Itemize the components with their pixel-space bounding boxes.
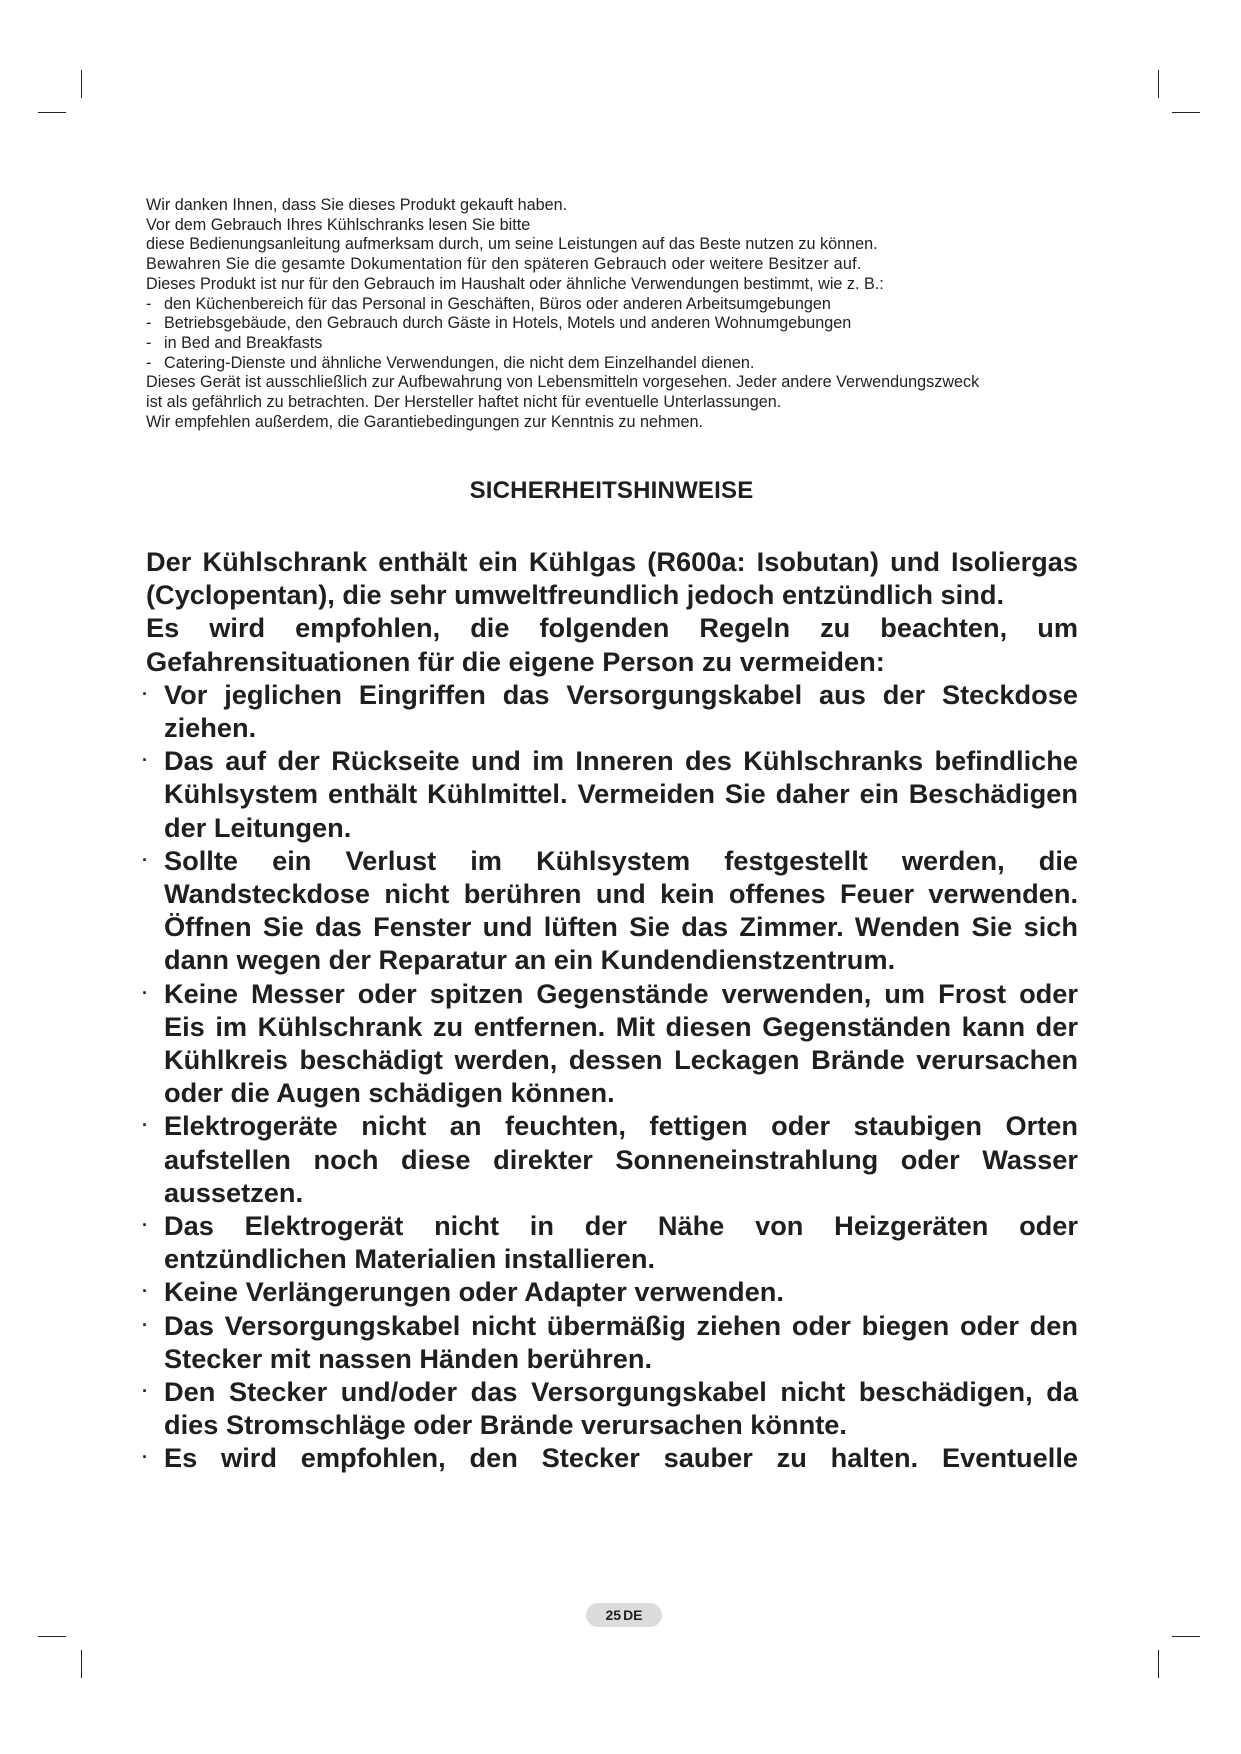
intro-use-item: - Catering-Dienste und ähnliche Verwendungen, die nicht dem Einzelhandel dienen. [146, 353, 755, 372]
list-item: · Es wird empfohlen, den Stecker sauber zu halten. Eventuelle [142, 1442, 1078, 1474]
crop-mark-top-right [1158, 70, 1159, 98]
list-item: · Vor jeglichen Eingriffen das Versorgungskabel aus der Steckdose ziehen. [142, 678, 1078, 744]
list-item: · Das auf der Rückseite und im Inneren des Kühlschranks befindliche Kühlsystem enthält Kühlmittel. Vermeiden Sie daher ein Beschädigen der Leitungen. [142, 745, 1078, 843]
intro-line: diese Bedienungsanleitung aufmerksam durch, um seine Leistungen auf das Beste nutzen zu können. [146, 235, 878, 254]
page-number: 25 [605, 1607, 622, 1623]
safety-advice: Es wird empfohlen, die folgenden Regeln zu beachten, um Gefahrensituationen für die eigene Person zu vermeiden: [146, 612, 1078, 677]
safety-lead: Der Kühlschrank enthält ein Kühlgas (R600a: Isobutan) und Isoliergas (Cyclopentan), die sehr umweltfreundlich jedoch entzündlich sind. [146, 546, 1078, 611]
intro-use-item: - den Küchenbereich für das Personal in Geschäften, Büros oder anderen Arbeitsumgebungen [146, 294, 831, 313]
list-item: · Den Stecker und/oder das Versorgungskabel nicht beschädigen, da dies Stromschläge oder Brände verursachen könnte. [142, 1376, 1078, 1441]
list-item: · Das Elektrogerät nicht in der Nähe von Heizgeräten oder entzündlichen Materialien installieren. [142, 1210, 1078, 1275]
list-item: · Keine Messer oder spitzen Gegenstände verwenden, um Frost oder Eis im Kühlschrank zu entfernen. Mit diesen Gegenständen kann der Kühlkreis beschädigt werden, dessen Leckagen Brände verursachen oder die Augen schädigen können. [142, 977, 1078, 1109]
intro-line: Bewahren Sie die gesamte Dokumentation für den späteren Gebrauch oder weitere Besitzer auf. [146, 255, 862, 274]
crop-mark-top-left [38, 112, 66, 113]
safety-list [142, 678, 1078, 1475]
intro-line: Dieses Produkt ist nur für den Gebrauch im Haushalt oder ähnliche Verwendungen bestimmt, wie z. B.: [146, 274, 884, 293]
crop-mark-bottom-right [1158, 1650, 1159, 1678]
intro-use-item: - Betriebsgebäude, den Gebrauch durch Gäste in Hotels, Motels und anderen Wohnumgebungen [146, 314, 852, 333]
crop-mark-bottom-left [38, 1636, 66, 1637]
list-item: · Keine Verlängerungen oder Adapter verwenden. [142, 1276, 784, 1308]
crop-mark-bottom-left [81, 1650, 82, 1678]
crop-mark-top-right [1172, 112, 1200, 113]
list-item: · Elektrogeräte nicht an feuchten, fettigen oder staubigen Orten aufstellen noch diese direkter Sonneneinstrahlung oder Wasser aussetzen. [142, 1110, 1078, 1208]
intro-line: Vor dem Gebrauch Ihres Kühlschranks lesen Sie bitte [146, 215, 531, 234]
list-item: · Das Versorgungskabel nicht übermäßig ziehen oder biegen oder den Stecker mit nassen Händen berühren. [142, 1309, 1078, 1374]
safety-section [142, 545, 1078, 1475]
list-item: · Sollte ein Verlust im Kühlsystem festgestellt werden, die Wandsteckdose nicht berühren und kein offenes Feuer verwenden. Öffnen Sie das Fenster und lüften Sie das Zimmer. Wenden Sie sich dann wegen der Reparatur an ein Kundendienstzentrum. [142, 844, 1078, 976]
page-number-badge [586, 1603, 662, 1627]
crop-mark-bottom-right [1172, 1636, 1200, 1637]
intro-use-item: - in Bed and Breakfasts [146, 333, 323, 352]
intro-line: Wir danken Ihnen, dass Sie dieses Produkt gekauft haben. [146, 196, 568, 214]
intro-line: Dieses Gerät ist ausschließlich zur Aufbewahrung von Lebensmitteln vorgesehen. Jeder andere Verwendungszweck [146, 373, 980, 392]
intro-line: ist als gefährlich zu betrachten. Der Hersteller haftet nicht für eventuelle Unterlassungen. [146, 393, 782, 412]
intro-line: Wir empfehlen außerdem, die Garantiebedingungen zur Kenntnis zu nehmen. [146, 412, 703, 431]
intro-text [146, 196, 1086, 432]
section-heading: SICHERHEITSHINWEISE [469, 477, 754, 504]
crop-mark-top-left [81, 70, 82, 98]
language-code: DE [623, 1607, 643, 1623]
